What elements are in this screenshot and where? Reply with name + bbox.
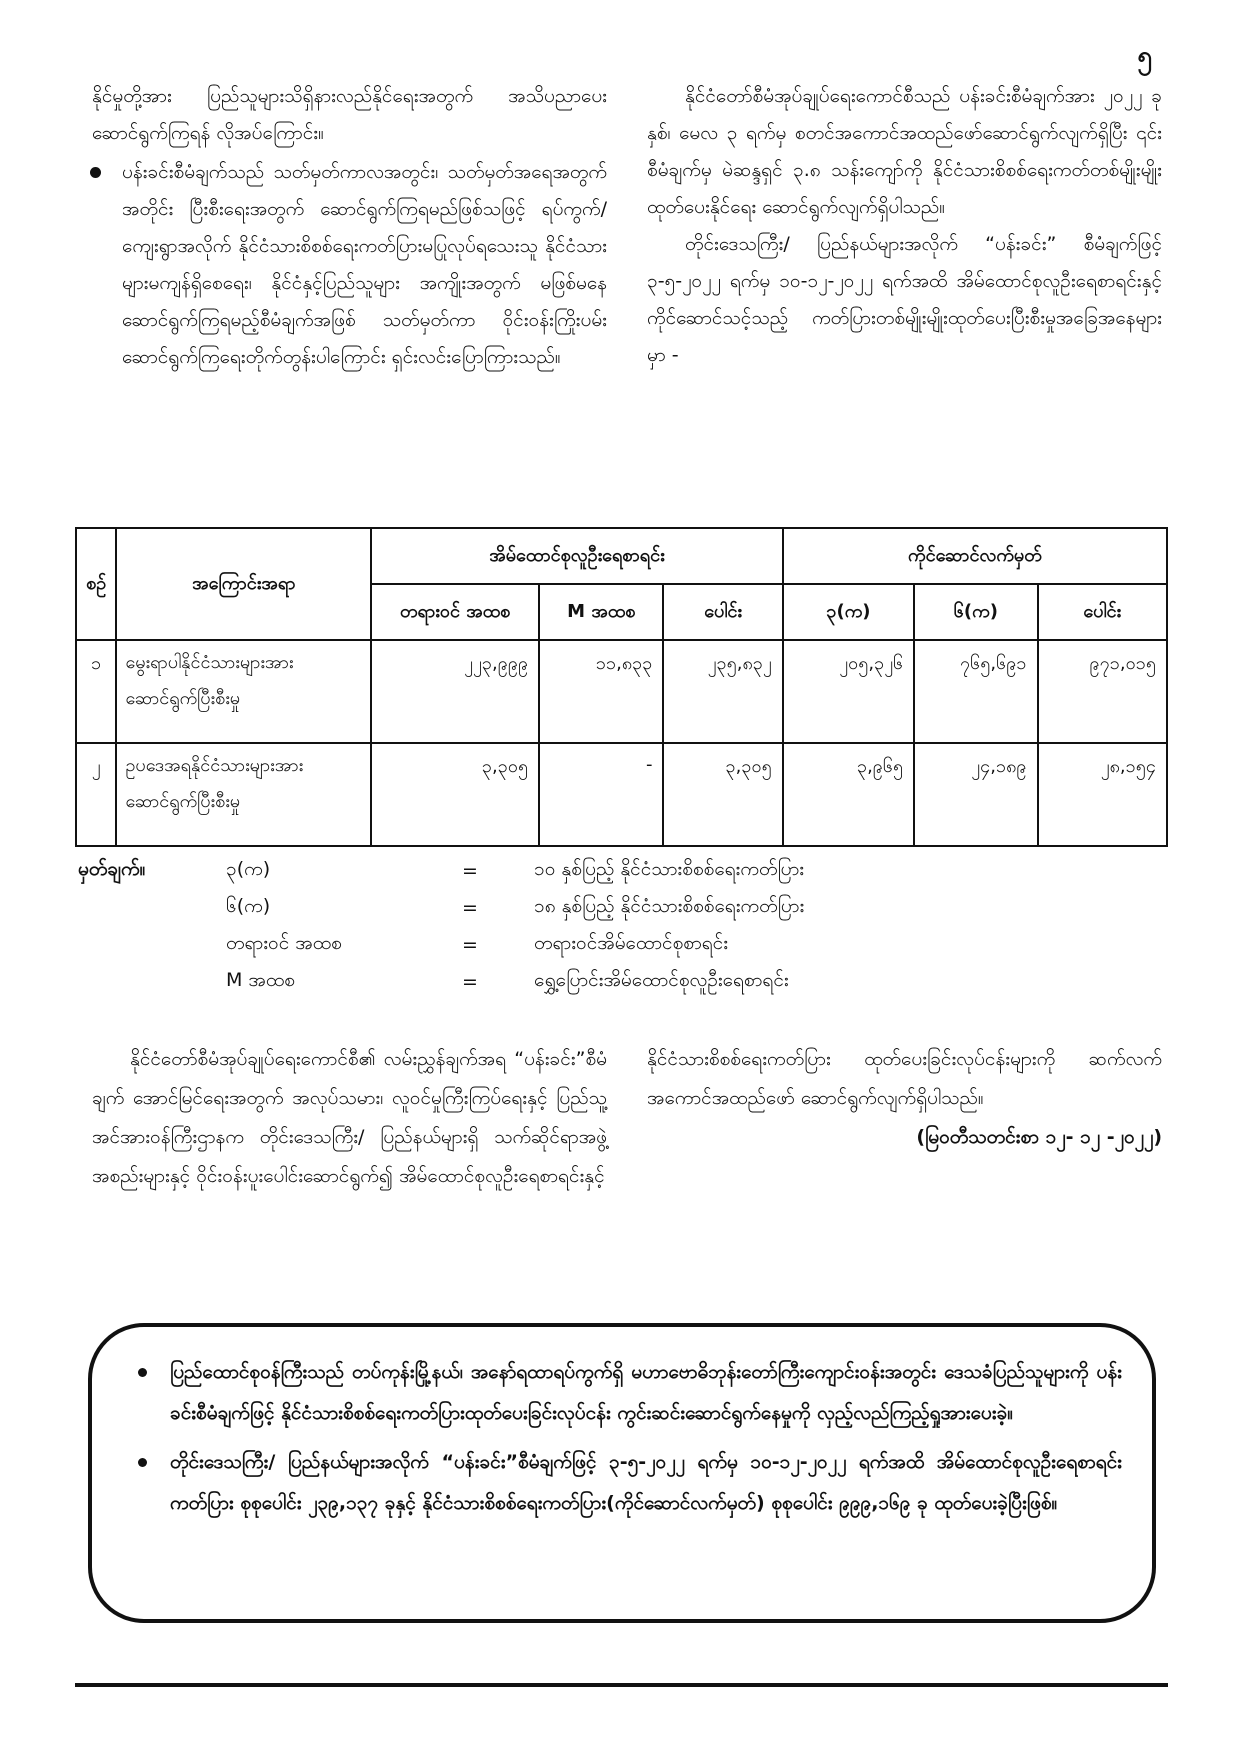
note-equals: =: [462, 933, 478, 956]
row-value: -: [539, 743, 663, 846]
header-household-col: M အထစ: [539, 584, 663, 640]
row-no: ၁: [76, 640, 116, 743]
note-definition: တရားဝင်အိမ်ထောင်စုစာရင်း: [534, 931, 729, 954]
closing-left-column: [92, 1040, 607, 1196]
note-row: [78, 963, 804, 1000]
row-no: ၂: [76, 743, 116, 846]
intro-paragraph-2: တိုင်းဒေသကြီး/ ပြည်နယ်များအလိုက် “ပန်းခင်း” စီမံချက်ဖြင့် ၃-၅-၂၀၂၂ ရက်မှ ၁၀-၁၂-၂၀၂၂ ရက်အထိ အိမ်ထောင်စုလူဦးရေစာရင်းနှင့် ကိုင်ဆောင်သင့်သည့် ကတ်ပြားတစ်မျိုးမျိုးထုတ်ပေးပြီးစီးမှုအခြေအနေများမှာ -: [647, 233, 1162, 366]
header-card-col: ပေါင်း: [1038, 584, 1167, 640]
bullet-dot-icon: [90, 167, 101, 178]
row-subject: မွေးရာပါနိုင်ငံသားများအား ဆောင်ရွက်ပြီးစီးမှု: [116, 640, 371, 743]
intro-bullet-text: ပန်းခင်းစီမံချက်သည် သတ်မှတ်ကာလအတွင်း၊ သတ်မှတ်အရေအတွက်အတိုင်း ပြီးစီးရေးအတွက် ဆောင်ရွက်ကြရမည်ဖြစ်သဖြင့် ရပ်ကွက်/ ကျေးရွာအလိုက် နိုင်ငံသားစိစစ်ရေးကတ်ပြားမပြုလုပ်ရသေးသူ နိုင်ငံသားများမကျန်ရှိစေရေး၊ နိုင်ငံနှင့်ပြည်သူများ အကျိုးအတွက် မဖြစ်မနေဆောင်ရွက်ကြရမည့်စီမံချက်အဖြစ် သတ်မှတ်ကာ ဝိုင်းဝန်းကြိုးပမ်းဆောင်ရွက်ကြရေးတိုက်တွန်းပါကြောင်း ရှင်းလင်းပြောကြားသည်။: [122, 161, 607, 368]
header-card-col: ၆(က): [914, 584, 1037, 640]
source-citation: (မြဝတီသတင်းစာ ၁၂- ၁၂ -၂၀၂၂): [916, 1126, 1162, 1148]
header-household-col: တရားဝင် အထစ: [371, 584, 539, 640]
intro-paragraph-1: နိုင်ငံတော်စီမံအုပ်ချုပ်ရေးကောင်စီသည် ပန်းခင်းစီမံချက်အား ၂၀၂၂ ခုနှစ်၊ မေလ ၃ ရက်မှ စတင်အကောင်အထည်ဖော်ဆောင်ရွက်လျက်ရှိပြီး ၎င်းစီမံချက်မှ မဲဆန္ဒရှင် ၃.၈ သန်းကျော်ကို နိုင်ငံသားစိစစ်ရေးကတ်တစ်မျိုးမျိုးထုတ်ပေးနိုင်ရေး ဆောင်ရွက်လျက်ရှိပါသည်။: [647, 85, 1162, 218]
row-value: ၂၄,၁၈၉: [914, 743, 1037, 846]
row-value: ၁၁,၈၃၃: [539, 640, 663, 743]
note-row: [78, 926, 804, 963]
table-row: [76, 743, 1167, 846]
header-no: စဉ်: [76, 528, 116, 640]
note-term: ၆(က): [226, 894, 271, 917]
intro-continuation-paragraph: နိုင်မှုတို့အား ပြည်သူများသိရှိနားလည်နိုင်ရေးအတွက် အသိပညာပေးဆောင်ရွက်ကြရန် လိုအပ်ကြောင်း။: [92, 85, 607, 144]
row-value: ၃,၃၀၅: [663, 743, 782, 846]
closing-section: [92, 1040, 1162, 1196]
intro-left-column: [92, 78, 607, 376]
page-number: ၅: [1137, 41, 1152, 71]
header-household-group: အိမ်ထောင်စုလူဦးရေစာရင်း: [371, 528, 783, 584]
row-value: ၃,၃၀၅: [371, 743, 539, 846]
row-value: ၉၇၁,၀၁၅: [1038, 640, 1167, 743]
header-card-group: ကိုင်ဆောင်လက်မှတ်: [783, 528, 1167, 584]
bottom-rule: [75, 1683, 1168, 1687]
row-value: ၂၂၃,၉၉၉: [371, 640, 539, 743]
note-term: တရားဝင် အထစ: [226, 931, 342, 954]
row-value: ၂၀၅,၃၂၆: [783, 640, 914, 743]
closing-paragraph-right: နိုင်ငံသားစိစစ်ရေးကတ်ပြား ထုတ်ပေးခြင်းလုပ်ငန်းများကို ဆက်လက်အကောင်အထည်ဖော် ဆောင်ရွက်လျက်ရှိပါသည်။: [647, 1048, 1162, 1109]
intro-bullet-item: [92, 154, 607, 376]
note-term: M အထစ: [226, 968, 295, 991]
row-value: ၃,၉၆၅: [783, 743, 914, 846]
highlight-text: ပြည်ထောင်စုဝန်ကြီးသည် တပ်ကုန်းမြို့နယ်၊ အနော်ရထာရပ်ကွက်ရှိ မဟာဗောဓိဘုန်းတော်ကြီးကျောင်းဝန်းအတွင်း ဒေသခံပြည်သူများကို ပန်းခင်းစီမံချက်ဖြင့် နိုင်ငံသားစိစစ်ရေးကတ်ပြားထုတ်ပေးခြင်းလုပ်ငန်း ကွင်းဆင်းဆောင်ရွက်နေမှုကို လှည့်လည်ကြည့်ရှုအားပေးခဲ့။: [170, 1361, 1122, 1424]
note-definition: ၁၀ နှစ်ပြည့် နိုင်ငံသားစိစစ်ရေးကတ်ပြား: [534, 857, 805, 880]
row-value: ၇၆၅,၆၉၁: [914, 640, 1037, 743]
row-value: ၂၈,၁၅၄: [1038, 743, 1167, 846]
intro-right-column: [647, 78, 1162, 376]
note-definition: ၁၈ နှစ်ပြည့် နိုင်ငံသားစိစစ်ရေးကတ်ပြား: [534, 894, 805, 917]
intro-section: [92, 78, 1162, 376]
closing-right-column: [647, 1040, 1162, 1196]
closing-paragraph-left: နိုင်ငံတော်စီမံအုပ်ချုပ်ရေးကောင်စီ၏ လမ်းညွှန်ချက်အရ “ပန်းခင်း”စီမံချက် အောင်မြင်ရေးအတွက် အလုပ်သမား၊ လူဝင်မှုကြီးကြပ်ရေးနှင့် ပြည်သူ့အင်အားဝန်ကြီးဌာနက တိုင်းဒေသကြီး/ ပြည်နယ်များရှိ သက်ဆိုင်ရာအဖွဲ့အစည်းများနှင့် ဝိုင်းဝန်းပူးပေါင်းဆောင်ရွက်၍ အိမ်ထောင်စုလူဦးရေစာရင်းနှင့်: [92, 1048, 607, 1187]
highlight-item: [144, 1352, 1122, 1434]
header-card-col: ၃(က): [783, 584, 914, 640]
note-equals: =: [462, 859, 478, 882]
table-header-row: [76, 528, 1167, 584]
statistics-table: [75, 527, 1168, 847]
note-equals: =: [462, 896, 478, 919]
bullet-dot-icon: [138, 1368, 147, 1377]
row-subject: ဥပဒေအရနိုင်ငံသားများအား ဆောင်ရွက်ပြီးစီးမှု: [116, 743, 371, 846]
highlight-box: [88, 1323, 1156, 1623]
header-household-col: ပေါင်း: [663, 584, 782, 640]
note-definition: ရွှေ့ပြောင်းအိမ်ထောင်စုလူဦးရေစာရင်း: [534, 968, 789, 991]
header-subject: အကြောင်းအရာ: [116, 528, 371, 640]
bullet-dot-icon: [138, 1458, 147, 1467]
highlight-text: တိုင်းဒေသကြီး/ ပြည်နယ်များအလိုက် “ပန်းခင်း”စီမံချက်ဖြင့် ၃-၅-၂၀၂၂ ရက်မှ ၁၀-၁၂-၂၀၂၂ ရက်အထိ အိမ်ထောင်စုလူဦးရေစာရင်းကတ်ပြား စုစုပေါင်း ၂၃၉,၁၃၇ ခုနှင့် နိုင်ငံသားစိစစ်ရေးကတ်ပြား(ကိုင်ဆောင်လက်မှတ်) စုစုပေါင်း ၉၉၉,၁၆၉ ခု ထုတ်ပေးခဲ့ပြီးဖြစ်။: [170, 1451, 1122, 1514]
note-row: [78, 889, 804, 926]
highlight-item: [144, 1442, 1122, 1524]
table-row: [76, 640, 1167, 743]
note-equals: =: [462, 970, 478, 993]
note-term: ၃(က): [226, 857, 271, 880]
row-value: ၂၃၅,၈၃၂: [663, 640, 782, 743]
note-row: [78, 852, 804, 889]
notes-section: [78, 852, 804, 1000]
notes-label: မှတ်ချက်။: [78, 857, 146, 880]
